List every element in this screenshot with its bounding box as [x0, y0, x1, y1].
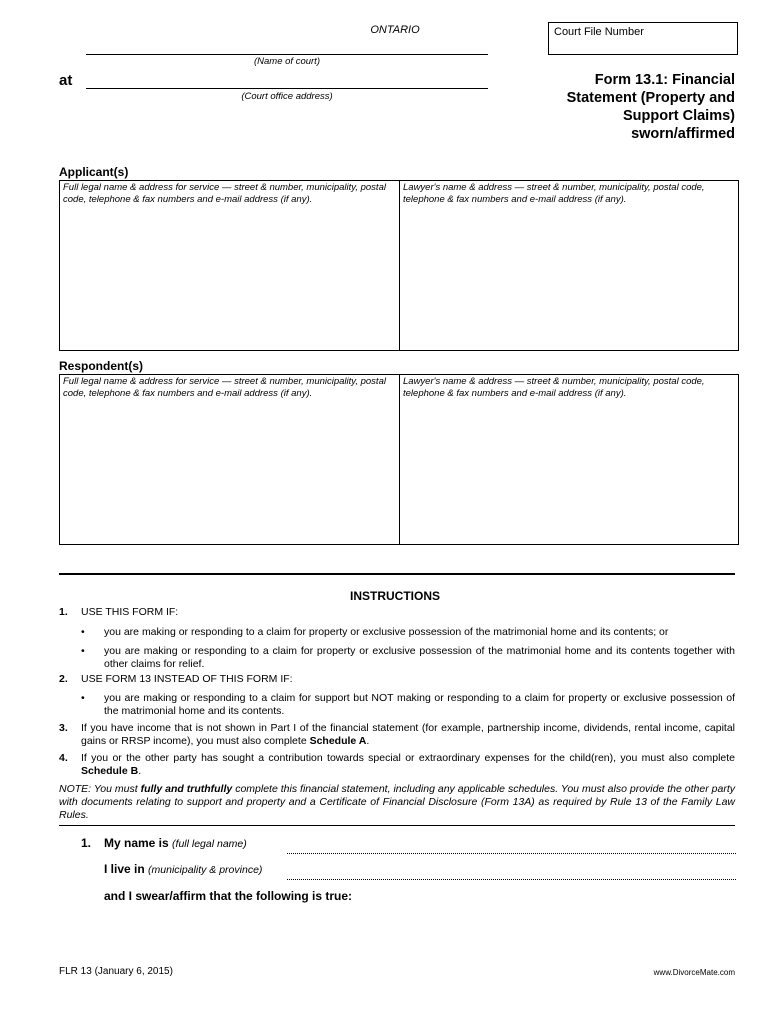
instruction-bullet	[59, 645, 735, 670]
instruction-text-end: .	[138, 764, 142, 777]
applicant-lawyer-hint: Lawyer's name & address — street & number, municipality, postal code, telephone & fax numbers and e-mail address (if any).	[403, 182, 705, 205]
instruction-number: 1.	[59, 606, 68, 618]
full-legal-name-field[interactable]	[287, 853, 736, 854]
court-address-caption: (Court office address)	[241, 91, 333, 102]
applicant-party-field[interactable]	[60, 181, 399, 350]
instruction-item-3	[59, 722, 735, 747]
name-label-text: My name is	[104, 836, 169, 850]
form-title-line: Statement (Property and	[566, 90, 735, 106]
note-prefix: NOTE: You must	[59, 783, 138, 795]
jurisdiction-label: ONTARIO	[370, 24, 420, 36]
instruction-text: USE FORM 13 INSTEAD OF THIS FORM IF:	[81, 673, 293, 685]
name-label	[104, 836, 247, 850]
applicants-label: Applicant(s)	[59, 165, 129, 179]
publisher-site: www.DivorceMate.com	[653, 968, 735, 977]
respondent-lawyer-hint: Lawyer's name & address — street & number, municipality, postal code, telephone & fax numbers and e-mail address (if any).	[403, 376, 705, 399]
instruction-bullet	[59, 692, 735, 717]
instruction-text-end: .	[366, 734, 370, 747]
at-label: at	[59, 72, 73, 89]
live-in-label-text: I live in	[104, 862, 145, 876]
municipality-province-field[interactable]	[287, 879, 736, 880]
applicants-box	[59, 180, 739, 351]
instructions-heading: INSTRUCTIONS	[350, 589, 440, 603]
instruction-item-4	[59, 752, 735, 777]
schedule-a-ref: Schedule A	[309, 734, 367, 747]
instruction-number: 4.	[59, 752, 68, 764]
instruction-bullet	[59, 626, 735, 639]
instruction-bullet-text: you are making or responding to a claim for support but NOT making or responding to a claim for property or exclusive possession of the matrimonial home and its contents.	[104, 692, 735, 717]
instruction-text	[81, 752, 735, 777]
instruction-item-2	[59, 673, 735, 686]
bullet-icon: •	[81, 645, 85, 657]
applicant-lawyer-field[interactable]	[399, 181, 738, 350]
note-divider	[59, 825, 735, 826]
note-text: complete this financial statement, including any applicable schedules. You must also provide the other party with documents relating to support and property and a Certificate of Financial Disclosure (Form 13A) as required by Rule 13 of the Family Law Rules.	[59, 783, 736, 821]
instruction-text	[81, 722, 735, 747]
form-title-line: sworn/affirmed	[631, 126, 735, 142]
applicant-party-hint: Full legal name & address for service — street & number, municipality, postal code, telephone & fax numbers and e-mail address (if any).	[63, 182, 386, 205]
instruction-bullet-text: you are making or responding to a claim for property or exclusive possession of the matrimonial home and its contents; or	[104, 626, 669, 638]
respondents-label: Respondent(s)	[59, 359, 143, 373]
instructions-note	[59, 783, 735, 822]
court-name-caption: (Name of court)	[254, 56, 320, 67]
section-divider	[59, 573, 735, 575]
bullet-icon: •	[81, 626, 85, 638]
swear-affirm-statement: and I swear/affirm that the following is true:	[104, 889, 353, 903]
instruction-bullet-text: you are making or responding to a claim for property or exclusive possession of the matrimonial home and its contents together with other claims for relief.	[104, 645, 735, 670]
instruction-text-main: If you or the other party has sought a contribution towards special or extraordinary expenses for the child(ren), you must also complete	[81, 752, 735, 764]
schedule-b-ref: Schedule B	[81, 764, 139, 777]
court-file-number-field[interactable]	[548, 22, 738, 55]
court-address-field[interactable]	[86, 88, 488, 89]
form-title	[490, 71, 735, 143]
live-in-label	[104, 862, 262, 876]
respondent-lawyer-field[interactable]	[399, 375, 738, 544]
name-hint: (full legal name)	[172, 838, 247, 850]
court-file-number-label: Court File Number	[554, 26, 644, 38]
instruction-number: 3.	[59, 722, 68, 734]
instruction-text-main: If you have income that is not shown in Part I of the financial statement (for example, partnership income, dividends, rental income, capital gains or RRSP income), you must also complete	[81, 722, 735, 747]
instruction-text: USE THIS FORM IF:	[81, 606, 179, 618]
instruction-item-1	[59, 606, 735, 619]
respondent-party-field[interactable]	[60, 375, 399, 544]
form-title-line: Support Claims)	[623, 108, 735, 124]
note-emphasis: fully and truthfully	[140, 783, 233, 795]
instruction-number: 2.	[59, 673, 68, 685]
form-reference: FLR 13 (January 6, 2015)	[59, 966, 173, 977]
field-number: 1.	[81, 836, 92, 850]
bullet-icon: •	[81, 692, 85, 704]
court-name-field[interactable]	[86, 54, 488, 55]
live-in-hint: (municipality & province)	[148, 864, 263, 876]
respondent-party-hint: Full legal name & address for service — street & number, municipality, postal code, telephone & fax numbers and e-mail address (if any).	[63, 376, 386, 399]
respondents-box	[59, 374, 739, 545]
form-title-line: Form 13.1: Financial	[594, 72, 735, 88]
